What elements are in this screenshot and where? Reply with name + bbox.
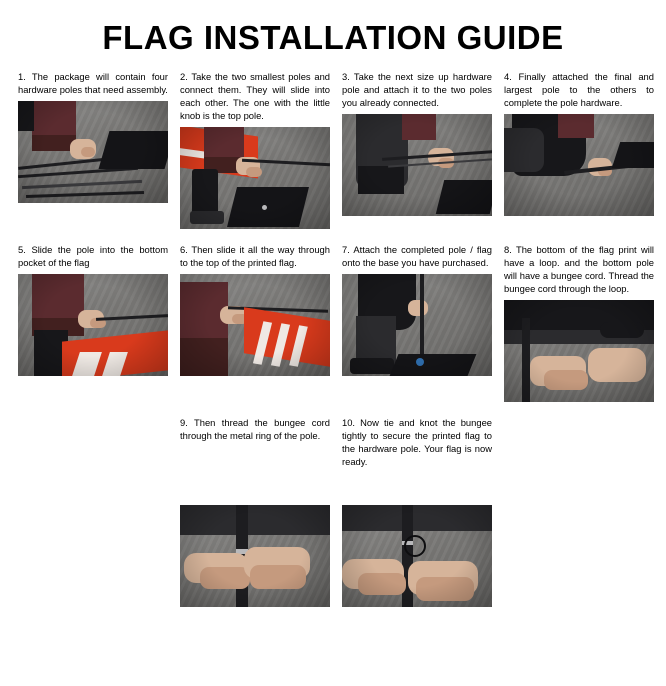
spacer-cell-right-2 xyxy=(504,505,654,607)
step-caption-2: 2. Take the two smallest poles and connect them. They will slide into each other. The one with the little knob is the top pole. xyxy=(180,71,330,122)
spacer-cell-left xyxy=(18,416,168,473)
steps-row-1 xyxy=(18,70,654,229)
step-image-1 xyxy=(18,101,168,203)
step-image-wrap-9 xyxy=(180,505,330,607)
step-caption-10: 10. Now tie and knot the bungee tightly to secure the printed flag to the hardware pole. Your flag is now ready. xyxy=(342,417,492,468)
step-card-9 xyxy=(180,416,330,473)
step-caption-6: 6. Then slide it all the way through to the top of the printed flag. xyxy=(180,244,330,269)
step-caption-1: 1. The package will contain four hardware poles that need assembly. xyxy=(18,71,168,96)
steps-row-2 xyxy=(18,243,654,402)
step-card-10 xyxy=(342,416,492,473)
step-card-1 xyxy=(18,70,168,229)
step-image-9 xyxy=(180,505,330,607)
steps-row-3 xyxy=(18,416,654,473)
step-card-6 xyxy=(180,243,330,402)
page-title: FLAG INSTALLATION GUIDE xyxy=(102,19,564,56)
step-caption-7: 7. Attach the completed pole / flag onto the base you have purchased. xyxy=(342,244,492,269)
step-card-3 xyxy=(342,70,492,229)
step-image-wrap-10 xyxy=(342,505,492,607)
step-card-7 xyxy=(342,243,492,402)
step-image-2 xyxy=(180,127,330,229)
step-image-10 xyxy=(342,505,492,607)
step-image-4 xyxy=(504,114,654,216)
steps-row-4 xyxy=(18,505,654,607)
spacer-cell-right xyxy=(504,416,654,473)
spacer-cell-left-2 xyxy=(18,505,168,607)
step-card-2 xyxy=(180,70,330,229)
step-image-3 xyxy=(342,114,492,216)
step-image-7 xyxy=(342,274,492,376)
step-caption-9: 9. Then thread the bungee cord through the metal ring of the pole. xyxy=(180,417,330,442)
step-card-4 xyxy=(504,70,654,229)
step-caption-3: 3. Take the next size up hardware pole and attach it to the two poles you already connected. xyxy=(342,71,492,109)
step-caption-8: 8. The bottom of the flag print will have a loop. and the bottom pole will have a bungee cord. Thread the bungee cord through the loop. xyxy=(504,244,654,295)
step-image-8 xyxy=(504,300,654,402)
step-caption-5: 5. Slide the pole into the bottom pocket of the flag xyxy=(18,244,168,269)
step-image-6 xyxy=(180,274,330,376)
step-caption-4: 4. Finally attached the final and largest pole to the others to complete the pole hardware. xyxy=(504,71,654,109)
step-card-5 xyxy=(18,243,168,402)
step-card-8 xyxy=(504,243,654,402)
step-image-5 xyxy=(18,274,168,376)
guide-page xyxy=(0,20,666,686)
